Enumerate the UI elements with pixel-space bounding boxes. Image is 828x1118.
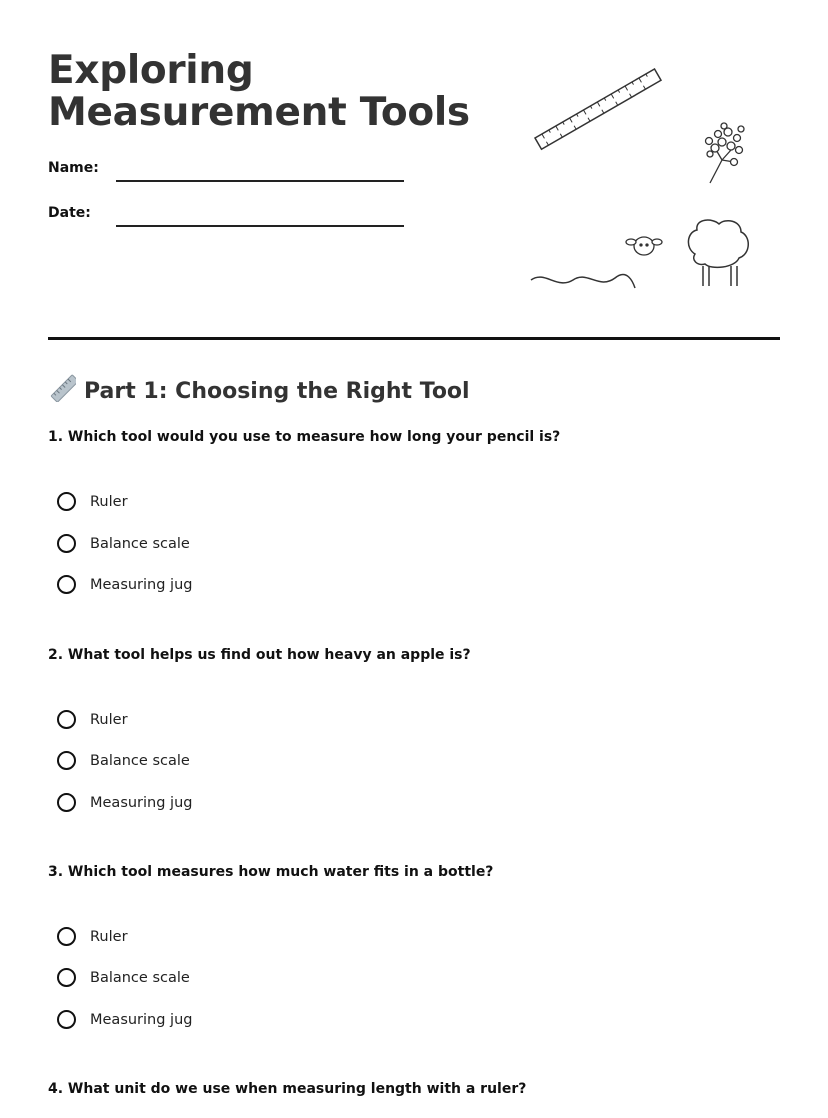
option-label: Measuring jug — [90, 1011, 193, 1028]
question-4: 4. What unit do we use when measuring length with a ruler? — [48, 1081, 527, 1097]
flower-branch-icon — [706, 123, 745, 183]
ruler-icon — [535, 69, 661, 149]
q2-option-balance-scale[interactable] — [57, 751, 190, 770]
option-label: Balance scale — [90, 752, 190, 769]
name-field[interactable] — [116, 180, 404, 182]
q2-option-measuring-jug[interactable] — [57, 793, 192, 812]
radio-button[interactable] — [57, 793, 76, 812]
header-divider — [48, 337, 780, 340]
question-2: 2. What tool helps us find out how heavy an apple is? — [48, 647, 471, 663]
option-label: Ruler — [90, 928, 128, 945]
option-label: Ruler — [90, 493, 128, 510]
radio-button[interactable] — [57, 927, 76, 946]
question-3: 3. Which tool measures how much water fits in a bottle? — [48, 864, 494, 880]
radio-button[interactable] — [57, 492, 76, 511]
date-field[interactable] — [116, 225, 404, 227]
q3-option-balance-scale[interactable] — [57, 968, 190, 987]
sheep-icon — [688, 220, 748, 286]
q3-option-measuring-jug[interactable] — [57, 1010, 192, 1029]
option-label: Balance scale — [90, 535, 190, 552]
option-label: Balance scale — [90, 969, 190, 986]
q3-option-ruler[interactable] — [57, 927, 128, 946]
part1-heading — [48, 374, 470, 408]
question-1: 1. Which tool would you use to measure how long your pencil is? — [48, 429, 561, 445]
radio-button[interactable] — [57, 534, 76, 553]
radio-button[interactable] — [57, 968, 76, 987]
name-label: Name: — [48, 160, 99, 176]
ribbon-icon — [531, 275, 635, 289]
ruler-icon — [48, 374, 76, 408]
lamb-head-icon — [626, 237, 662, 255]
radio-button[interactable] — [57, 575, 76, 594]
radio-button[interactable] — [57, 751, 76, 770]
q1-option-balance-scale[interactable] — [57, 534, 190, 553]
q2-option-ruler[interactable] — [57, 710, 128, 729]
option-label: Measuring jug — [90, 576, 193, 593]
q1-option-ruler[interactable] — [57, 492, 128, 511]
option-label: Measuring jug — [90, 794, 193, 811]
option-label: Ruler — [90, 711, 128, 728]
part1-heading-text: Part 1: Choosing the Right Tool — [84, 378, 470, 404]
radio-button[interactable] — [57, 1010, 76, 1029]
measurement-illustration — [525, 68, 765, 300]
worksheet-title: Exploring Measurement Tools — [48, 48, 470, 135]
date-label: Date: — [48, 205, 91, 221]
radio-button[interactable] — [57, 710, 76, 729]
q1-option-measuring-jug[interactable] — [57, 575, 192, 594]
